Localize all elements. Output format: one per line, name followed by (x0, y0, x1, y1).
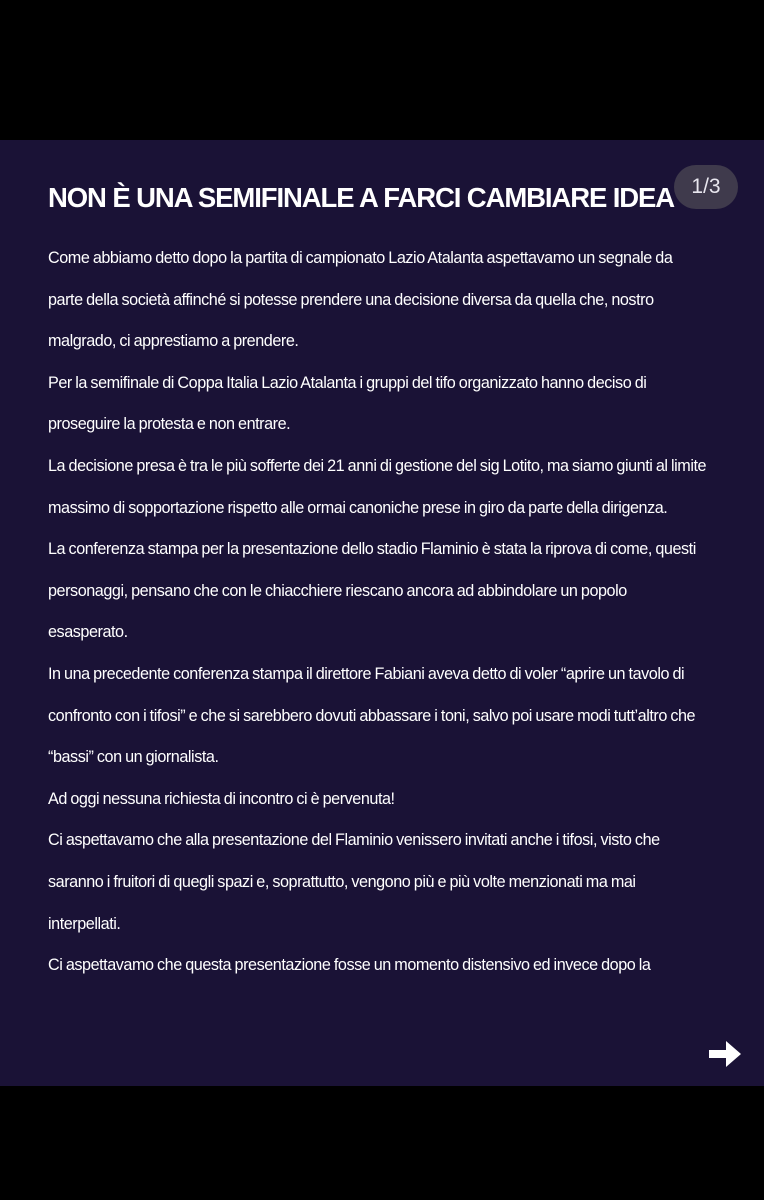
top-letterbox (0, 0, 764, 140)
paragraph: Per la semifinale di Coppa Italia Lazio Atalanta i gruppi del tifo organizzato hanno deciso di proseguire la protesta e non entrare. (48, 373, 647, 434)
paragraph: La decisione presa è tra le più sofferte dei 21 anni di gestione del sig Lotito, ma siamo giunti al limite massimo di sopportazione rispetto alle ormai canoniche prese in giro da parte della dirigenza. (48, 456, 707, 517)
slide-title: NON È UNA SEMIFINALE A FARCI CAMBIARE IDEA (48, 182, 675, 213)
carousel-slide (0, 140, 764, 1086)
next-slide-button[interactable] (706, 1039, 744, 1069)
bottom-letterbox (0, 1086, 764, 1200)
paragraph: In una precedente conferenza stampa il direttore Fabiani aveva detto di voler “aprire un tavolo di confronto con i tifosi” e che si sarebbero dovuti abbassare i toni, salvo poi usare modi tutt’altro che “bassi” con un giornalista. (48, 664, 696, 767)
paragraph: Ad oggi nessuna richiesta di incontro ci è pervenuta! (48, 789, 395, 808)
arrow-right-icon (706, 1039, 744, 1069)
slide-body (48, 238, 708, 987)
page-counter-badge: 1/3 (674, 165, 738, 209)
paragraph: Ci aspettavamo che alla presentazione del Flaminio venissero invitati anche i tifosi, visto che saranno i fruitori di quegli spazi e, soprattutto, vengono più e più volte menzionati ma mai interpellati. (48, 831, 660, 933)
paragraph: La conferenza stampa per la presentazione dello stadio Flaminio è stata la riprova di come, questi personaggi, pensano che con le chiacchiere riescano ancora ad abbindolare un popolo esasperato. (48, 540, 696, 642)
paragraph: Come abbiamo detto dopo la partita di campionato Lazio Atalanta aspettavamo un segnale da parte della società affinché si potesse prendere una decisione diversa da quella che, nostro malgrado, ci apprestiamo a prendere. (48, 249, 673, 351)
paragraph: Ci aspettavamo che questa presentazione fosse un momento distensivo ed invece dopo la (48, 956, 651, 975)
